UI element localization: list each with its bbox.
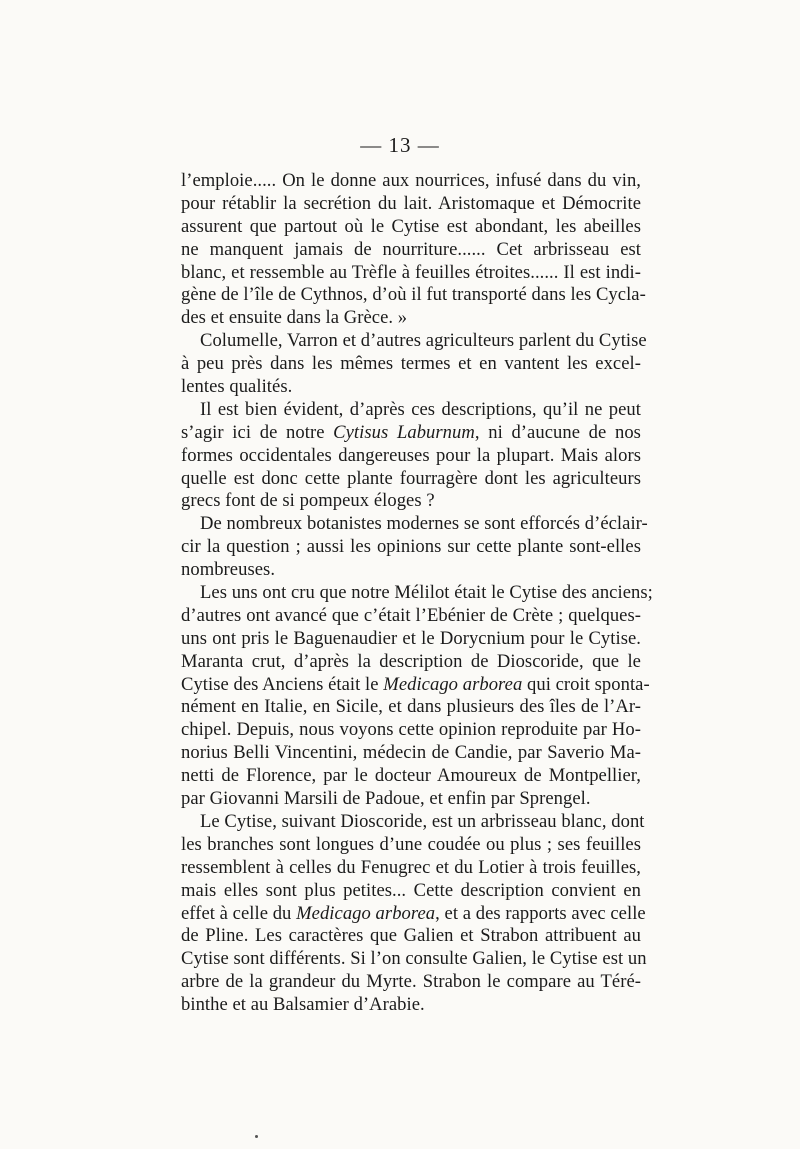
- text-line: pour rétablir la secrétion du lait. Aristomaque et Démocrite: [181, 192, 641, 214]
- text-line: nombreuses.: [181, 559, 276, 581]
- text-line: quelle est donc cette plante fourragère dont les agriculteurs: [181, 467, 641, 489]
- text-line: ressemblent à celles du Fenugrec et du Lotier à trois feuilles,: [181, 856, 641, 878]
- text-line: cir la question ; aussi les opinions sur cette plante sont-elles: [181, 536, 641, 558]
- text-line: formes occidentales dangereuses pour la plupart. Mais alors: [181, 444, 641, 466]
- text-line: d’autres ont avancé que c’était l’Ebénier de Crète ; quelques-: [181, 604, 641, 626]
- text-segment: Cytise des Anciens était le: [181, 673, 384, 695]
- text-segment: qui croit sponta-: [522, 673, 650, 695]
- text-line: gène de l’île de Cythnos, d’où il fut transporté dans les Cycla-: [181, 284, 646, 306]
- text-line: nément en Italie, en Sicile, et dans plusieurs des îles de l’Ar-: [181, 696, 641, 718]
- species-name: Cytisus Laburnum: [333, 421, 475, 443]
- page-number: — 13 —: [360, 133, 440, 157]
- body-text: [181, 170, 653, 1017]
- text-line: Le Cytise, suivant Dioscoride, est un arbrisseau blanc, dont: [200, 810, 645, 832]
- text-line: De nombreux botanistes modernes se sont efforcés d’éclair-: [200, 513, 648, 535]
- species-name: Medicago arborea: [296, 902, 436, 924]
- text-line: [181, 673, 650, 697]
- text-line: Columelle, Varron et d’autres agriculteurs parlent du Cytise: [200, 330, 647, 352]
- text-line: uns ont pris le Baguenaudier et le Dorycnium pour le Cytise.: [181, 627, 641, 649]
- text-line: arbre de la grandeur du Myrte. Strabon le compare au Téré-: [181, 971, 641, 993]
- text-line: [181, 902, 646, 926]
- text-line: assurent que partout où le Cytise est abondant, les abeilles: [181, 215, 641, 237]
- text-line: [181, 422, 641, 445]
- text-line: norius Belli Vincentini, médecin de Candie, par Saverio Ma-: [181, 742, 641, 764]
- text-segment: effet à celle du: [181, 902, 297, 924]
- text-line: lentes qualités.: [181, 376, 293, 398]
- text-line: Cytise sont différents. Si l’on consulte Galien, le Cytise est un: [181, 948, 647, 970]
- text-line: grecs font de si pompeux éloges ?: [181, 490, 435, 512]
- ink-speck: [255, 1135, 258, 1138]
- text-line: par Giovanni Marsili de Padoue, et enfin par Sprengel.: [181, 788, 591, 810]
- text-line: blanc, et ressemble au Trèfle à feuilles étroites...... Il est indi-: [181, 261, 641, 283]
- text-line: ne manquent jamais de nourriture...... Cet arbrisseau est: [181, 238, 641, 260]
- species-name: Medicago arborea: [383, 673, 523, 695]
- text-line: à peu près dans les mêmes termes et en vantent les excel-: [181, 353, 641, 375]
- text-line: Les uns ont cru que notre Mélilot était le Cytise des anciens;: [200, 582, 653, 604]
- text-line: netti de Florence, par le docteur Amoureux de Montpellier,: [181, 765, 641, 787]
- text-line: de Pline. Les caractères que Galien et Strabon attribuent au: [181, 925, 641, 947]
- text-segment: , et a des rapports avec celle: [435, 902, 646, 924]
- text-line: l’emploie..... On le donne aux nourrices, infusé dans du vin,: [181, 170, 641, 191]
- text-segment: , ni d’aucune de nos: [474, 421, 641, 443]
- text-line: les branches sont longues d’une coudée ou plus ; ses feuilles: [181, 833, 641, 855]
- text-line: Il est bien évident, d’après ces descriptions, qu’il ne peut: [200, 398, 641, 420]
- text-segment: s’agir ici de notre: [181, 421, 334, 443]
- text-line: chipel. Depuis, nous voyons cette opinion reproduite par Ho-: [181, 719, 641, 741]
- text-line: Maranta crut, d’après la description de Dioscoride, que le: [181, 650, 641, 672]
- text-line: des et ensuite dans la Grèce. »: [181, 307, 408, 329]
- text-line: mais elles sont plus petites... Cette description convient en: [181, 879, 641, 901]
- text-line: binthe et au Balsamier d’Arabie.: [181, 994, 425, 1016]
